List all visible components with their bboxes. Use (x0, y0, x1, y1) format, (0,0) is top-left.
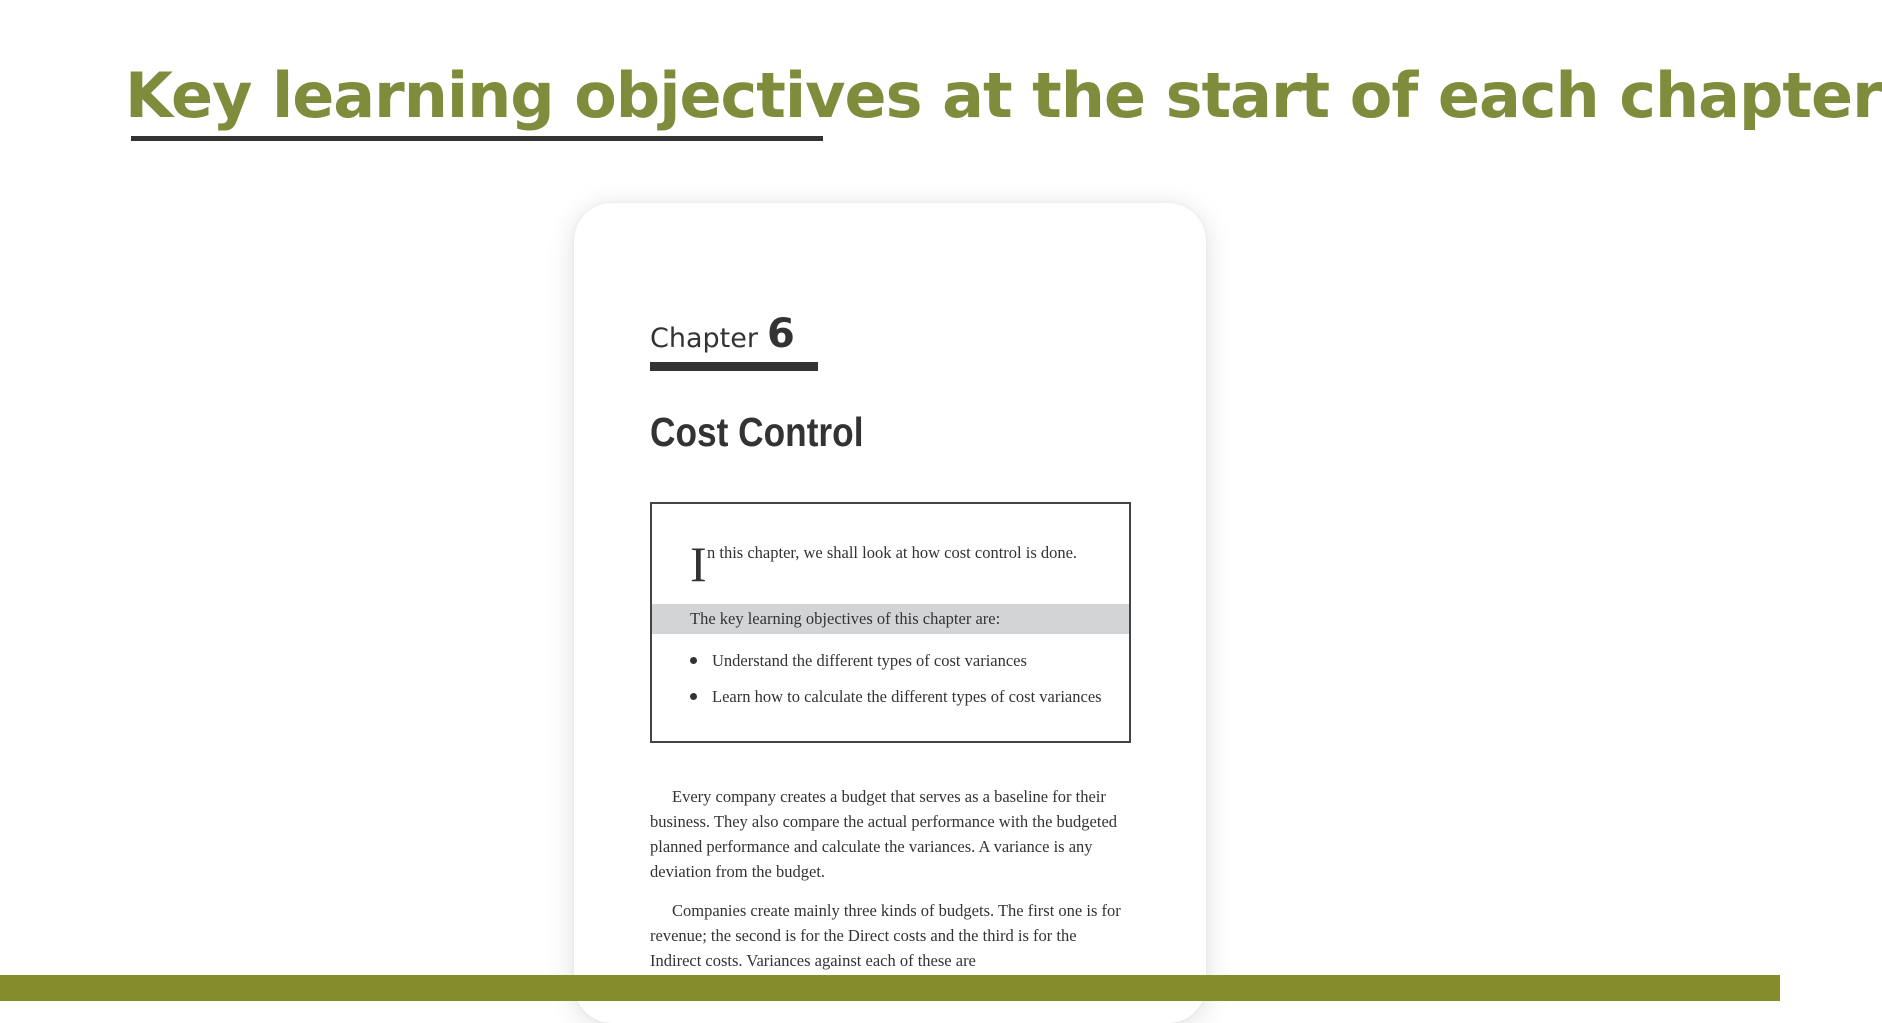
body-paragraph: Every company creates a budget that serves as a baseline for their business. They also compare the actual performance with the budgeted planned performance and calculate the variances. A variance is any deviation from the budget. (650, 787, 1118, 881)
objectives-heading-band (652, 604, 1129, 634)
slide-title (125, 56, 1882, 136)
objectives-heading: The key learning objectives of this chapter are: (690, 609, 1001, 628)
objective-text: Learn how to calculate the different types of cost variances (712, 687, 1102, 706)
chapter-rule (650, 362, 818, 371)
slide-title-rest: at the start of each chapter (921, 59, 1882, 132)
slide-title-underlined-part: Key learning objectives (125, 59, 922, 132)
learning-objectives-box (650, 502, 1131, 743)
footer-band (0, 975, 1780, 1001)
objective-item (690, 648, 1110, 673)
bullet-icon (690, 693, 697, 700)
objective-item (690, 684, 1110, 709)
chapter-number: 6 (767, 311, 795, 357)
chapter-word: Chapter (650, 323, 758, 354)
objective-text: Understand the different types of cost variances (712, 651, 1027, 670)
objectives-list (690, 648, 1110, 720)
bullet-icon (690, 657, 697, 664)
chapter-label (650, 311, 795, 361)
chapter-title: Cost Control (650, 409, 864, 455)
intro-text: n this chapter, we shall look at how cost control is done. (707, 543, 1078, 562)
drop-cap: I (690, 536, 707, 592)
title-underline (131, 136, 823, 141)
book-page-preview (574, 203, 1206, 1023)
chapter-body (650, 784, 1130, 987)
body-paragraph: Companies create mainly three kinds of budgets. The first one is for revenue; the second is for the Direct costs and the third is for the Indirect costs. Variances against each of these are (650, 901, 1121, 970)
